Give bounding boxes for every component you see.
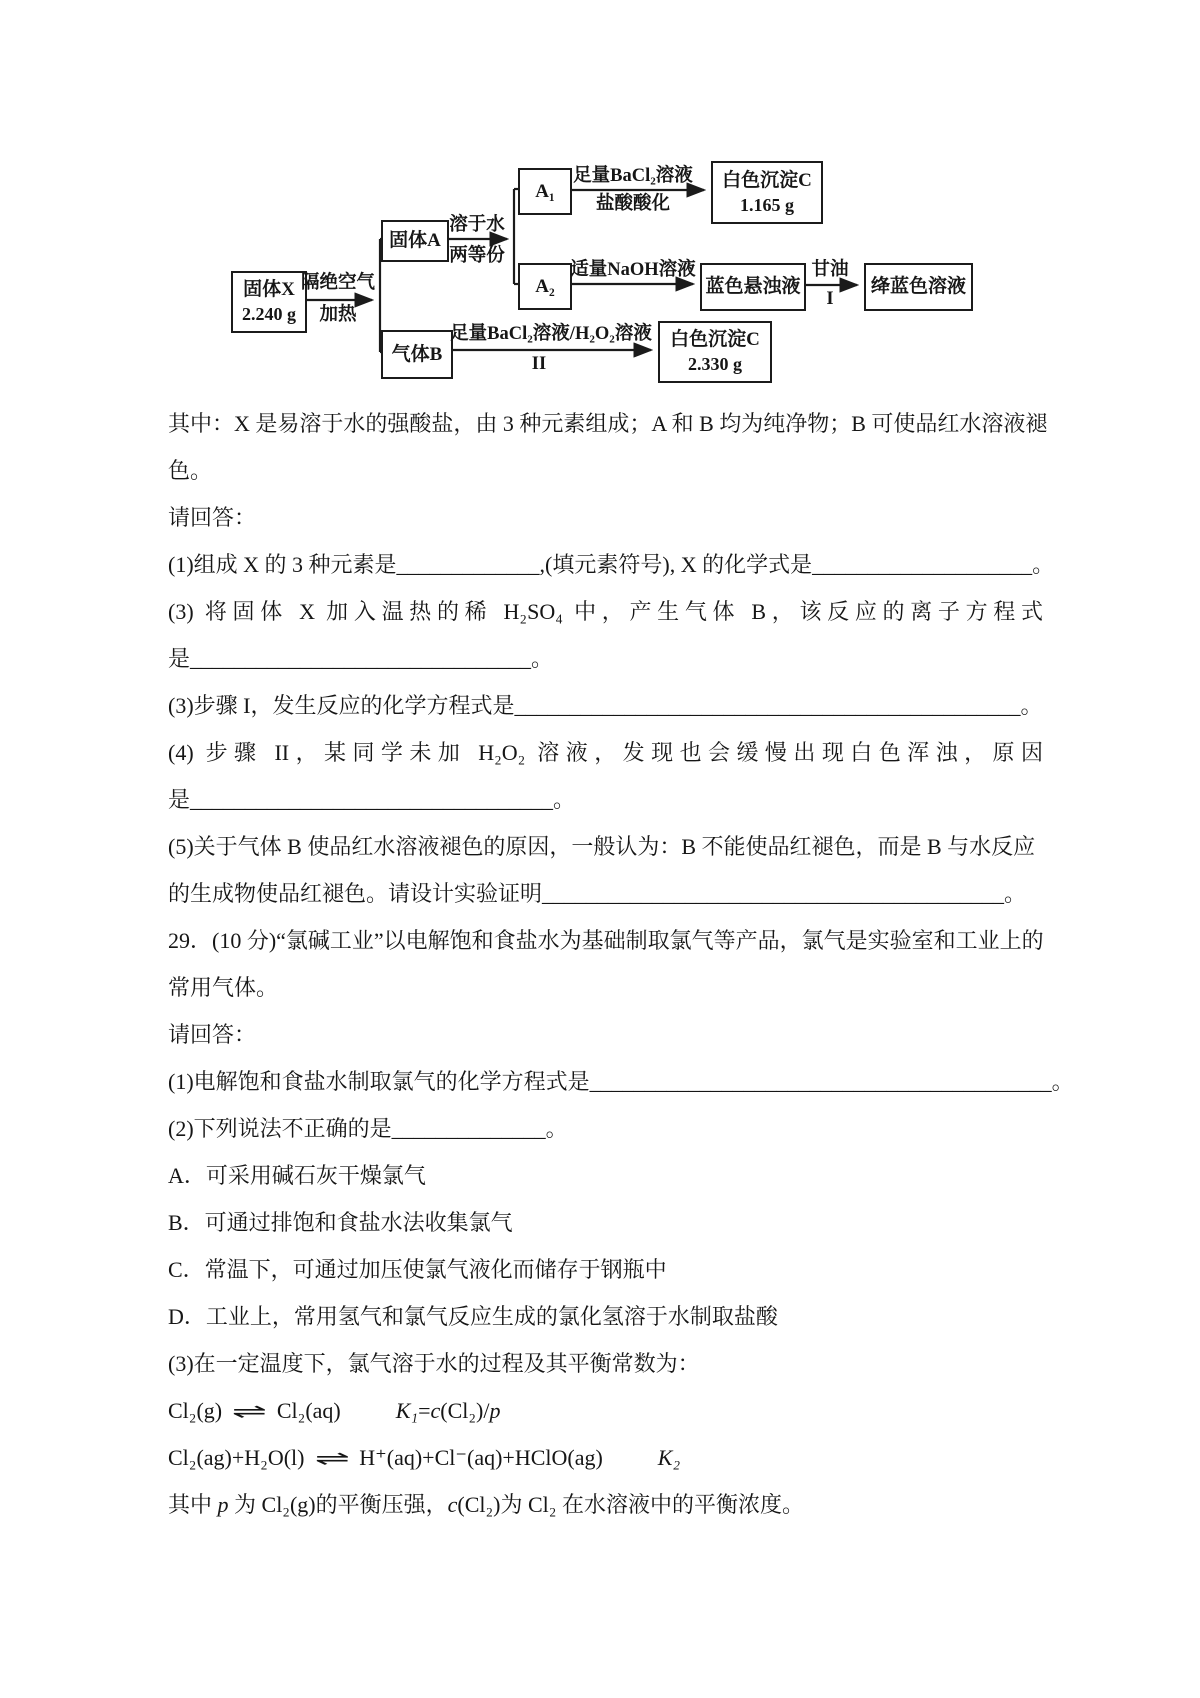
label-step-1: I — [826, 289, 834, 309]
box-blue-suspension-label: 蓝色悬浊液 — [705, 276, 801, 297]
box-gas-b-label: 气体B — [391, 343, 443, 365]
question-5-line-1: (5)关于气体 B 使品红水溶液褪色的原因，一般认为：B 不能使品红褪色，而是 B 与水反应 — [168, 834, 1036, 859]
equation-2 — [168, 1434, 1043, 1481]
label-step-2: II — [531, 354, 547, 374]
question-2-line-2: 是_______________________________。 — [168, 646, 554, 671]
box-solid-x-label: 固体X — [243, 279, 295, 300]
equation-2-left: Cl₂(ag)+H₂O(l) — [168, 1445, 305, 1470]
question-text-column — [168, 400, 1074, 1528]
equation-1-left: Cl₂(g) — [168, 1398, 223, 1423]
option-c: C．常温下，可通过加压使氯气液化而储存于钢瓶中 — [168, 1257, 667, 1282]
box-gas-b — [381, 330, 453, 379]
option-d: D．工业上，常用氢气和氯气反应生成的氯化氢溶于水制取盐酸 — [168, 1304, 778, 1329]
note-p-symbol: p — [217, 1492, 229, 1517]
question-5-line-2: 的生成物使品红褪色。请设计实验证明__________________________________________。 — [168, 881, 1027, 906]
box-solid-x-mass: 2.240 g — [242, 304, 296, 324]
box-a1-label: A₁ — [535, 180, 555, 202]
k1-cl2-term: (Cl₂)/ — [440, 1398, 490, 1423]
note-part-4: (Cl₂)为 Cl₂ 在水溶液中的平衡浓度。 — [457, 1492, 804, 1517]
box-indigo-solution — [864, 263, 973, 311]
box-indigo-solution-label: 绛蓝色溶液 — [870, 276, 966, 297]
option-a: A．可采用碱石灰干燥氯气 — [168, 1163, 426, 1188]
k1-symbol: K₁ — [395, 1398, 419, 1423]
box-white-precipitate-1-mass: 1.165 g — [740, 194, 794, 215]
note-line — [168, 1481, 1043, 1528]
reaction-flowchart — [210, 135, 980, 385]
label-heating: 加热 — [319, 305, 357, 325]
label-dissolve: 溶于水 — [449, 215, 505, 235]
k2-symbol: K₂ — [657, 1445, 681, 1470]
label-hcl-acidified: 盐酸酸化 — [595, 194, 670, 214]
question-29-intro-2: 常用气体。 — [168, 975, 279, 1000]
box-solid-a — [381, 220, 449, 262]
box-white-precipitate-1-label: 白色沉淀C — [722, 169, 812, 191]
box-solid-a-label: 固体A — [389, 230, 441, 251]
box-white-precipitate-2-mass: 2.330 g — [688, 354, 742, 374]
box-blue-suspension — [700, 263, 806, 311]
label-naoh: 适量NaOH溶液 — [570, 260, 696, 280]
label-two-portions: 两等份 — [449, 246, 505, 266]
question-29-intro-1: 29．(10 分)“氯碱工业”以电解饱和食盐水为基础制取氯气等产品，氯气是实验室和工业上的 — [168, 928, 1044, 953]
equation-1 — [168, 1387, 1043, 1434]
option-b: B．可通过排饱和食盐水法收集氯气 — [168, 1210, 513, 1235]
k1-p-symbol: p — [489, 1398, 501, 1423]
question-29-2: (2)下列说法不正确的是______________。 — [168, 1116, 568, 1141]
note-part-0: 其中 — [168, 1492, 218, 1517]
prompt-answer-2: 请回答： — [168, 1022, 257, 1047]
k1-equals: = — [418, 1398, 431, 1423]
intro-line-1: 其中：X 是易溶于水的强酸盐，由 3 种元素组成；A 和 B 均为纯净物；B 可使品红水溶液褪 — [168, 411, 1048, 436]
k1-c-symbol: c — [430, 1398, 441, 1423]
question-3: (3)步骤 I，发生反应的化学方程式是______________________________________________。 — [168, 693, 1043, 718]
equilibrium-arrow-2: ⇌ — [314, 1446, 350, 1470]
question-2-line-1: (3) 将固体 X 加入温热的稀 H₂SO₄ 中，产生气体 B，该反应的离子方程式 — [168, 599, 1043, 624]
label-bacl2-excess: 足量BaCl₂溶液 — [573, 166, 693, 186]
label-isolate-air: 隔绝空气 — [300, 273, 375, 293]
question-1: (1)组成 X 的 3 种元素是_____________,(填元素符号), X 的化学式是____________________。 — [168, 552, 1055, 577]
box-white-precipitate-1 — [711, 161, 823, 224]
box-white-precipitate-2-label: 白色沉淀C — [670, 329, 760, 350]
question-4-line-2: 是_________________________________。 — [168, 787, 576, 812]
intro-line-2: 色。 — [168, 458, 213, 483]
equation-1-right: Cl₂(aq) — [276, 1398, 341, 1423]
question-4-line-1: (4) 步骤 II，某同学未加 H₂O₂ 溶液，发现也会缓慢出现白色浑浊，原因 — [168, 740, 1043, 765]
prompt-answer-1: 请回答： — [168, 505, 257, 530]
label-glycerol: 甘油 — [811, 260, 849, 280]
box-a2-label: A₂ — [535, 275, 555, 297]
equilibrium-arrow-1: ⇌ — [231, 1399, 268, 1423]
box-white-precipitate-2 — [658, 321, 772, 383]
question-29-3: (3)在一定温度下，氯气溶于水的过程及其平衡常数为： — [168, 1351, 700, 1376]
question-29-1: (1)电解饱和食盐水制取氯气的化学方程式是__________________________________________。 — [168, 1069, 1074, 1094]
equation-2-right: H⁺(aq)+Cl⁻(aq)+HClO(ag) — [359, 1445, 603, 1470]
label-bacl2-h2o2: 足量BaCl₂溶液/H₂O₂溶液 — [450, 324, 652, 344]
note-c-symbol: c — [447, 1492, 458, 1517]
note-part-2: 为 Cl₂(g)的平衡压强， — [228, 1492, 448, 1517]
